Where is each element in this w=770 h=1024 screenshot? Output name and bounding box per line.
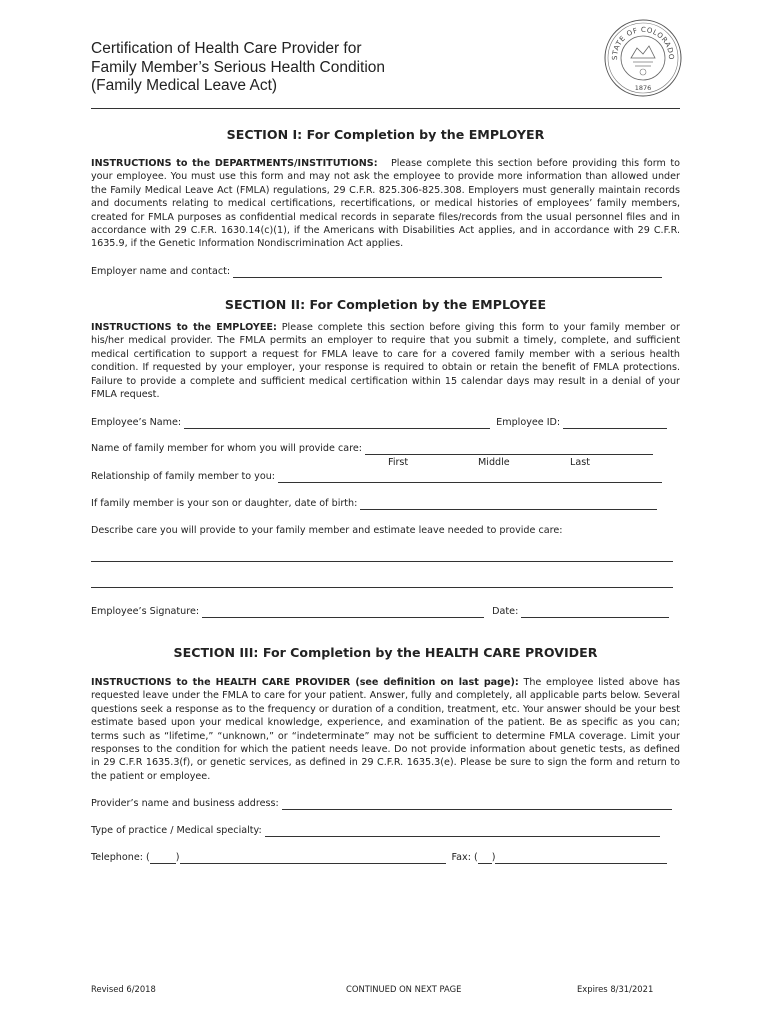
section3-instructions-text: The employee listed above has requested leave under the FMLA to care for your patient. Answer, fully and completely, all applicable parts below. Several questions seek a response as to the frequency or duration of a condition, treatment, etc. Your answer should be your best estimate based upon your medical knowledge, experience, and examination of the patient. Be as specific as you can; terms such as “lifetime,” “unknown,” or “indeterminate” may not be sufficient to determine FMLA coverage. Limit your responses to the condition for which the patient needs leave. Do not provide information about genetic tests, as defined in 29 C.F.R 1635.3(f), or genetic services, as defined in 29 C.F.R. 1635.3(e). Please be sure to sign the form and return to the patient or employee. <box>91 677 680 782</box>
employee-signature-field[interactable] <box>202 607 484 618</box>
seal-year: 1876 <box>634 84 652 92</box>
describe-care-label: Describe care you will provide to your family member and estimate leave needed to provide care: <box>91 525 563 536</box>
signature-date-label: Date: <box>492 606 519 617</box>
state-seal-logo <box>603 18 683 98</box>
employer-name-label: Employer name and contact: <box>91 266 231 277</box>
form-title <box>91 40 385 96</box>
dob-field[interactable] <box>360 499 657 510</box>
phone-fax-row <box>91 851 680 864</box>
family-member-row <box>91 442 680 455</box>
footer-expires: Expires 8/31/2021 <box>577 984 654 994</box>
describe-care-row <box>91 524 680 537</box>
form-title-line2: Family Member’s Serious Health Condition <box>91 58 386 76</box>
employer-name-row <box>91 265 680 278</box>
employee-name-label: Employee’s Name: <box>91 417 182 428</box>
relationship-row <box>91 470 680 483</box>
employee-name-field[interactable] <box>184 418 490 429</box>
describe-care-line-2[interactable] <box>91 587 673 588</box>
telephone-paren-close: ) <box>175 852 180 863</box>
fax-area-code-field[interactable] <box>478 853 492 864</box>
section2-instructions-label: INSTRUCTIONS to the EMPLOYEE: <box>91 322 277 333</box>
section2-instructions <box>91 321 680 401</box>
last-name-caption: Last <box>570 457 590 468</box>
provider-name-row <box>91 797 680 810</box>
employee-signature-label: Employee’s Signature: <box>91 606 200 617</box>
form-title-line1: Certification of Health Care Provider for <box>91 40 362 57</box>
relationship-field[interactable] <box>278 472 662 483</box>
dob-row <box>91 497 680 510</box>
employer-name-field[interactable] <box>233 267 662 278</box>
telephone-area-code-field[interactable] <box>150 853 176 864</box>
practice-row <box>91 824 680 837</box>
describe-care-line-1[interactable] <box>91 561 673 562</box>
title-divider <box>91 108 680 109</box>
section1-instructions-text: Please complete this section before providing this form to your employee. You must use this form and may not ask the employee to provide more information than allowed under the Family Medical Leave Act (FMLA) regulations, 29 C.F.R. 825.306-825.308. Employers must generally maintain records and documents relating to medical certifications, recertifications, or medical histories of employees’ family members, created for FMLA purposes as confidential medical records in separate files/records from the usual personnel files and in accordance with 29 C.F.R. 1630.14(c)(1), if the Americans with Disabilities Act applies, and in accordance with 29 C.F.R. 1635.9, if the Genetic Information Nondiscrimination Act applies. <box>91 158 680 250</box>
telephone-label: Telephone: ( <box>91 852 150 863</box>
middle-name-caption: Middle <box>478 457 510 468</box>
family-member-name-field[interactable] <box>365 444 653 455</box>
employee-signature-row <box>91 605 680 618</box>
provider-name-field[interactable] <box>282 799 672 810</box>
section2-heading: SECTION II: For Completion by the EMPLOYEE <box>224 297 547 312</box>
section2-instructions-text: Please complete this section before giving this form to your family member or his/her medical provider. The FMLA permits an employer to require that you submit a timely, complete, and sufficient medical certification to support a request for FMLA leave to care for a covered family member with a serious health condition. If requested by your employer, your response is required to obtain or retain the benefit of FMLA protections. Failure to provide a complete and sufficient medical certification within 15 calendar days may result in a denial of your FMLA request. <box>91 322 680 401</box>
employee-id-field[interactable] <box>563 418 667 429</box>
seal-text: STATE OF COLORADO <box>610 25 676 61</box>
employee-name-row <box>91 416 680 429</box>
signature-date-field[interactable] <box>521 607 669 618</box>
dob-label: If family member is your son or daughter, date of birth: <box>91 498 358 509</box>
fax-paren-close: ) <box>491 852 496 863</box>
section3-heading: SECTION III: For Completion by the HEALTH CARE PROVIDER <box>173 645 598 660</box>
provider-name-label: Provider’s name and business address: <box>91 798 279 809</box>
practice-label: Type of practice / Medical specialty: <box>91 825 262 836</box>
fax-label: Fax: ( <box>451 852 478 863</box>
section3-instructions-label: INSTRUCTIONS to the HEALTH CARE PROVIDER (see definition on last page): <box>91 677 519 688</box>
employee-id-label: Employee ID: <box>496 417 561 428</box>
telephone-number-field[interactable] <box>180 853 446 864</box>
footer-continued: CONTINUED ON NEXT PAGE <box>346 984 462 994</box>
section3-instructions <box>91 676 680 783</box>
footer-revised: Revised 6/2018 <box>91 984 156 994</box>
relationship-label: Relationship of family member to you: <box>91 471 276 482</box>
family-member-label: Name of family member for whom you will provide care: <box>91 443 362 454</box>
practice-field[interactable] <box>265 826 660 837</box>
section1-instructions <box>91 157 680 251</box>
section1-heading: SECTION I: For Completion by the EMPLOYER <box>226 127 545 142</box>
section1-instructions-label: INSTRUCTIONS to the DEPARTMENTS/INSTITUTIONS: <box>91 158 378 169</box>
form-title-line3: (Family Medical Leave Act) <box>91 77 278 94</box>
fax-number-field[interactable] <box>495 853 667 864</box>
first-name-caption: First <box>388 457 409 468</box>
